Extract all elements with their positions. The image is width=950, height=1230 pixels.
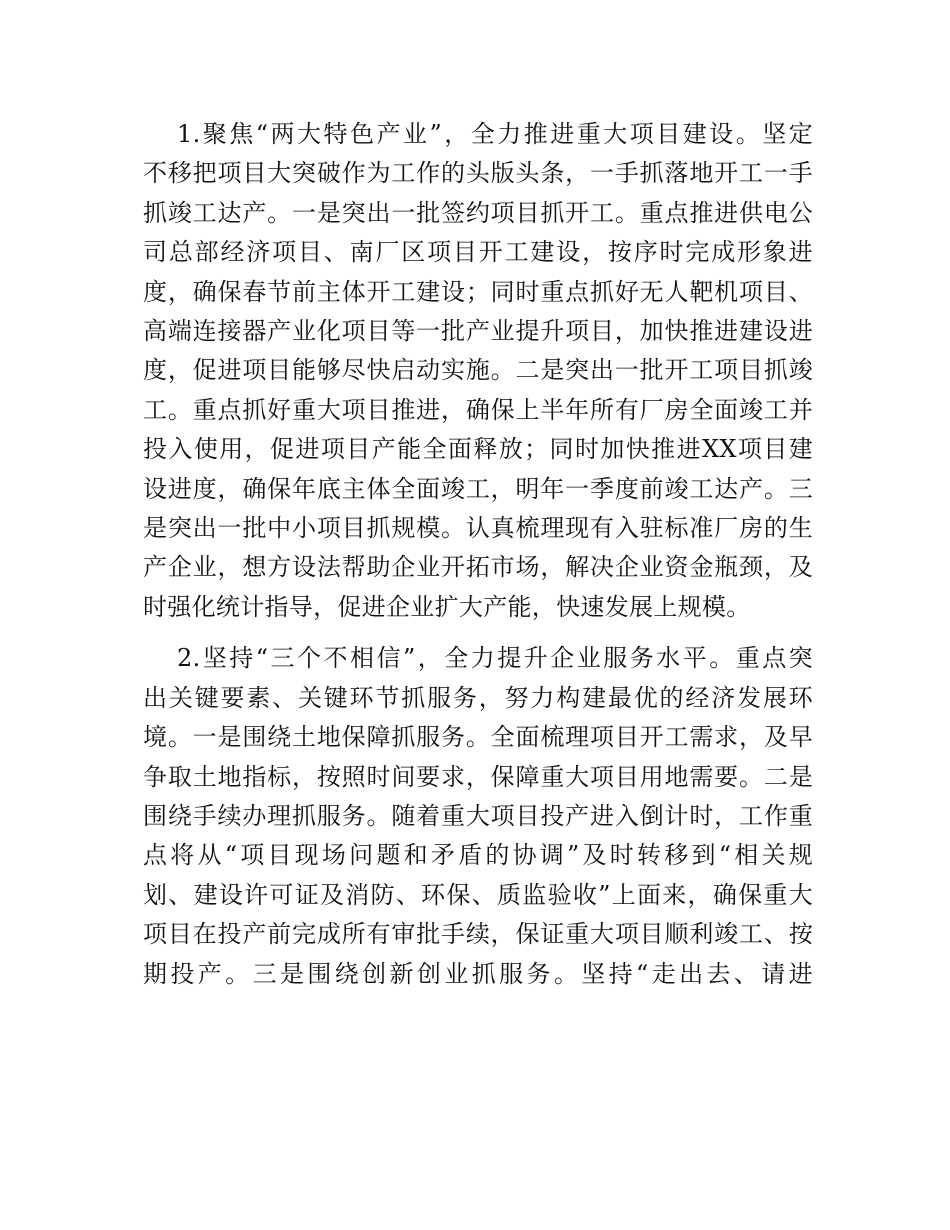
text-line: 设进度，确保年底主体全面竣工，明年一季度前竣工达产。三 [143, 474, 813, 503]
text-line: 时强化统计指导，促进企业扩大产能，快速发展上规模。 [143, 592, 751, 621]
paragraph-1 [143, 115, 813, 627]
text-line: 是突出一批中小项目抓规模。认真梳理现有入驻标准厂房的生 [143, 514, 813, 543]
text-line: 2.坚持“三个不相信”，全力提升企业服务水平。重点突 [177, 644, 813, 673]
text-line: 产企业，想方设法帮助企业开拓市场，解决企业资金瓶颈，及 [143, 553, 813, 582]
body-text [143, 115, 813, 994]
text-line: 度，促进项目能够尽快启动实施。二是突出一批开工项目抓竣 [143, 356, 813, 385]
text-line: 高端连接器产业化项目等一批产业提升项目，加快推进建设进 [143, 317, 813, 346]
text-line: 出关键要素、关键环节抓服务，努力构建最优的经济发展环 [143, 683, 813, 712]
text-line: 境。一是围绕土地保障抓服务。全面梳理项目开工需求，及早 [143, 723, 813, 752]
text-line: 1.聚焦“两大特色产业”，全力推进重大项目建设。坚定 [177, 120, 813, 148]
text-line: 不移把项目大突破作为工作的头版头条，一手抓落地开工一手 [143, 159, 813, 188]
text-line: 点将从“项目现场问题和矛盾的协调”及时转移到“相关规 [143, 841, 813, 870]
text-line: 围绕手续办理抓服务。随着重大项目投产进入倒计时，工作重 [143, 801, 813, 830]
paragraph-2 [143, 639, 813, 994]
text-line: 争取土地指标，按照时间要求，保障重大项目用地需要。二是 [143, 762, 813, 791]
text-line: 工。重点抓好重大项目推进，确保上半年所有厂房全面竣工并 [143, 395, 813, 424]
text-line: 抓竣工达产。一是突出一批签约项目抓开工。重点推进供电公 [143, 198, 813, 227]
text-line: 投入使用，促进项目产能全面释放；同时加快推进XX项目建 [143, 435, 813, 464]
text-line: 划、建设许可证及消防、环保、质监验收”上面来，确保重大 [143, 880, 813, 909]
text-line: 期投产。三是围绕创新创业抓服务。坚持“走出去、请进 [143, 959, 813, 988]
text-line: 度，确保春节前主体开工建设；同时重点抓好无人靶机项目、 [143, 277, 813, 306]
text-line: 司总部经济项目、南厂区项目开工建设，按序时完成形象进 [143, 238, 813, 267]
text-line: 项目在投产前完成所有审批手续，保证重大项目顺利竣工、按 [143, 920, 813, 949]
